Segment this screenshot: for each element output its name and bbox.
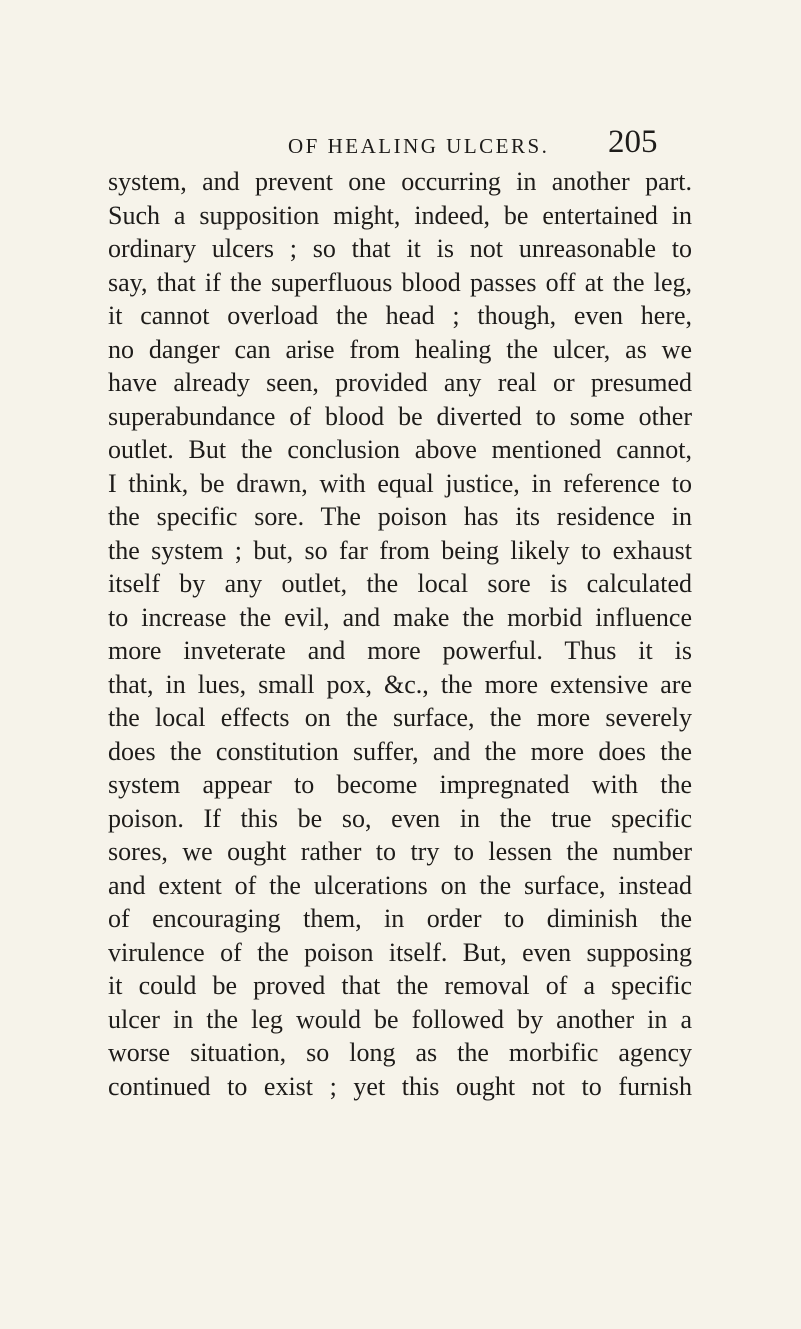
text-line: it cannot overload the head ; though, even here, — [108, 301, 692, 330]
text-line: system, and prevent one occurring in another part. — [108, 167, 692, 196]
text-line: does the constitution suffer, and the more does the — [108, 736, 692, 766]
text-line: Such a supposition might, indeed, be entertained in — [108, 200, 692, 230]
text-line: outlet. But the conclusion above mentioned cannot, — [108, 435, 692, 464]
body-text — [108, 165, 692, 1103]
text-line: ulcer in the leg would be followed by another in a — [108, 1004, 692, 1034]
text-line: ordinary ulcers ; so that it is not unreasonable to — [108, 234, 692, 263]
page-header — [0, 122, 801, 162]
text-line: I think, be drawn, with equal justice, in reference to — [108, 468, 692, 498]
text-line: say, that if the superfluous blood passes off at the leg, — [108, 267, 692, 297]
text-line: no danger can arise from healing the ulcer, as we — [108, 334, 692, 364]
text-line: and extent of the ulcerations on the surface, instead — [108, 870, 692, 900]
text-line: sores, we ought rather to try to lessen the number — [108, 837, 692, 866]
text-line: worse situation, so long as the morbific agency — [108, 1038, 692, 1067]
text-line: system appear to become impregnated with the — [108, 770, 692, 799]
text-line: the local effects on the surface, the more severely — [108, 703, 692, 732]
running-title: OF HEALING ULCERS. — [288, 134, 550, 158]
text-line: continued to exist ; yet this ought not to furnish — [108, 1071, 692, 1101]
text-line: it could be proved that the removal of a specific — [108, 971, 692, 1000]
text-line: more inveterate and more powerful. Thus it is — [108, 636, 692, 665]
text-line: superabundance of blood be diverted to some other — [108, 401, 692, 431]
text-line: that, in lues, small pox, &c., the more extensive are — [108, 669, 692, 699]
text-line: itself by any outlet, the local sore is calculated — [108, 569, 692, 598]
text-line: poison. If this be so, even in the true specific — [108, 803, 692, 833]
text-line: of encouraging them, in order to diminish the — [108, 904, 692, 933]
page-number: 205 — [608, 124, 658, 160]
text-line: the specific sore. The poison has its residence in — [108, 502, 692, 531]
text-line: to increase the evil, and make the morbid influence — [108, 602, 692, 632]
text-line: virulence of the poison itself. But, even supposing — [108, 937, 692, 967]
text-line: the system ; but, so far from being likely to exhaust — [108, 535, 692, 565]
text-line: have already seen, provided any real or presumed — [108, 368, 692, 397]
